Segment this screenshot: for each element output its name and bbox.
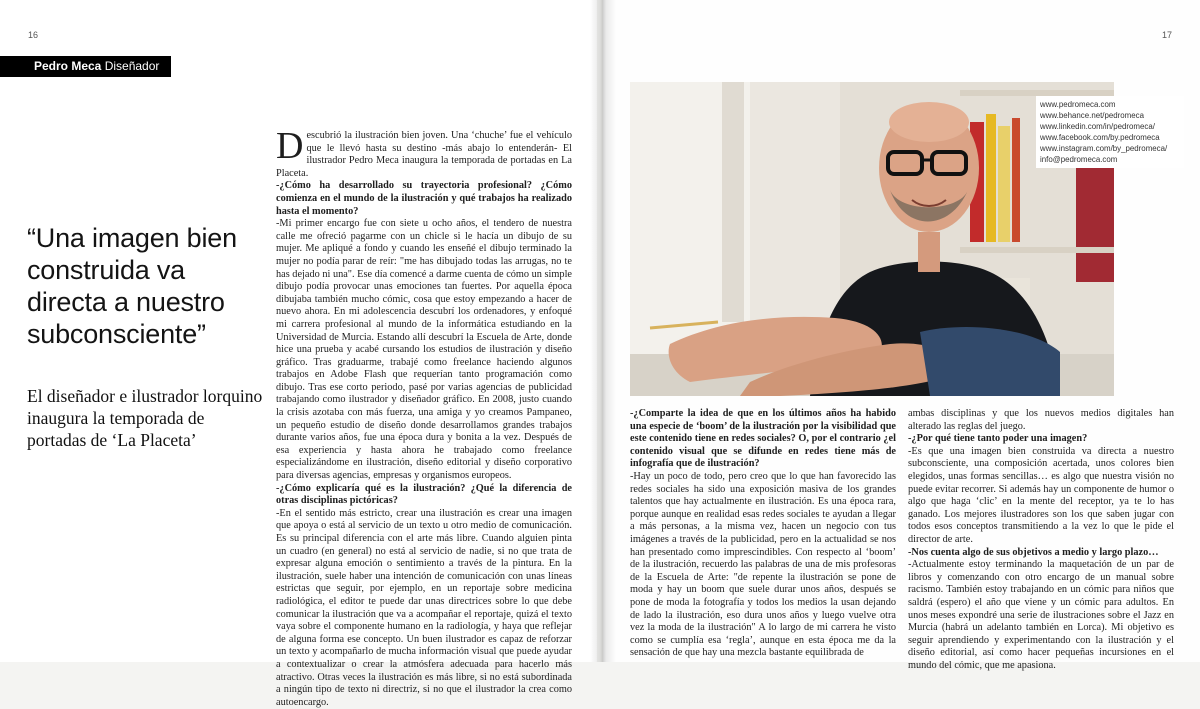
subheadline: El diseñador e ilustrador lorquino inaugura la temporada de portadas de ‘La Placeta’ [27,386,263,450]
article-column-3 [908,408,1174,672]
question-1: -¿Cómo ha desarrollado su trayectoria profesional? ¿Cómo comienza en el mundo de la ilustración y qué trabajos ha realizado hasta el momento? [276,180,572,217]
article-intro: escubrió la ilustración bien joven. Una ‘chuche’ fue el vehículo que le llevó hasta su destino -más abajo lo entenderán- El ilustrador Pedro Meca inaugura la temporada de portadas en La Placeta. [276,130,572,179]
left-page [0,0,597,708]
page-number-right: 17 [1161,30,1172,40]
website-link[interactable]: www.pedromeca.com [1040,100,1116,109]
question-5: -Nos cuenta algo de sus objetivos a medio y largo plazo… [908,546,1159,558]
answer-1: -Mi primer encargo fue con siete u ocho años, el tendero de nuestra calle me ofreció pagarme con un chicle si le hacía un dibujo de su mujer. Me apliqué a fondo y cuando les enseñé el dibujo terminado la mujer no podía parar de reír: "me has dibujado todas las arrugas, no te has dejado ni una". Ese día comencé a darme cuenta de cómo un simple dibujo podía provocar unas emociones tan fuertes. Por aquella época dibujaba también mucho cómic, cosa que estoy empezando a hacer de nuevo ahora. En mi adolescencia descubrí los ordenadores, y enfoqué mi carrera profesional al mundo de la informática estudiando en la Universidad de Murcia. Estando allí descubrí la Escuela de Arte, donde hice una prueba y acabé cursando los estudios de ilustración y diseño gráfico. Tras graduarme, trabajé como freelance haciendo algunos trabajos en Adobe Flash que requerían tanto programación como dibujo. Tras ese corto periodo, pasé por varias agencias de publicidad trabajando como ilustrador y diseñador gráfico. En 2008, justo cuando la crisis azotaba con más fuerza, una amiga y yo creamos Pampaneo, un pequeño estudio de diseño donde desarrollamos grandes trabajos durante varios años, fue una época dura y bonita a la vez. Después de esa experiencia y hasta ahora he trabajado como freelance especializándome en ilustración, diseño editorial y diseño corporativo para diversas agencias, empresas y organismos europeos. [276,218,572,482]
pull-quote: “Una imagen bien construida va directa a nuestro subconsciente” [27,223,237,349]
article-column-1 [276,125,572,709]
page-gutter [590,0,616,662]
answer-2: -En el sentido más estricto, crear una ilustración es crear una imagen que apoya o está al servicio de un texto u otro medio de comunicación. Es su principal diferencia con el arte más libre. Cuando alguien pinta un cuadro (en general) no está al servicio de nadie, si no que trata de expresar alguna emoción o sentimiento a través de la pintura. En la ilustración, suele haber una intención de comunicación con unas líneas estrictas que seguir, por ejemplo, en un reportaje sobre medicina radiológica, el editor te puede dar unas directrices sobre lo que debe comunicar la ilustración que va a acompañar el reportaje, quizá el texto vaya sobre el componente humano en la radiología, y haya que reflejar de alguna forma ese concepto. Un buen ilustrador es capaz de reforzar un texto y acompañarlo de mucha información visual que puede ayudar a contextualizar o crear la atmósfera adecuada para hacerlo más atractivo. Otras veces la ilustración es más libre, si no está subordinada a ningún tipo de texto ni directriz, si no que el ilustrador la crea como autoencargo. [276,507,572,708]
question-3: -¿Comparte la idea de que en los últimos años ha habido una especie de ‘boom’ de la ilustración por la visibilidad que este contenido tiene en redes sociales? O, por el contrario ¿el contenido visual que se difunde en redes tiene más de infografía que de ilustración? [630,408,896,470]
question-4: -¿Por qué tiene tanto poder una imagen? [908,433,1088,445]
linkedin-link[interactable]: www.linkedin.com/in/pedromeca/ [1040,122,1155,131]
answer-3: -Hay un poco de todo, pero creo que lo que han favorecido las redes sociales ha sido una exposición masiva de los grandes talentos que hay actualmente en ilustración. Es una época rara, porque aunque en realidad esas redes sociales te ayudan a llegar a más personas, a la misma vez, hacen un negocio con tus imágenes a través de la publicidad, pero en la actualidad se nos han presentado como imprescindibles. Con respecto al ‘boom’ de la ilustración, recuerdo las palabras de una de mis profesoras de la Escuela de Arte: "de repente la ilustración se pone de moda y hay un boom que suele durar unos años, después se pone de moda la fotografía y todos los medios la usan dejando de lado la ilustración, eso dura unos años y luego vuelve otra vez la moda de la ilustración" A lo largo de mi carrera he visto como se cumplía esa ‘regla’, aunque en esta época me da la sensación de que hay una mezcla bastante equilibrada de [630,470,896,659]
answer-5: -Actualmente estoy terminando la maquetación de un par de libros y comenzando con otro encargo de un manual sobre racismo. También estoy trabajando en un cómic para niños que saldrá (espero) el año que viene y un cómic para adultos. En unos meses expondré una serie de ilustraciones sobre el Jazz en Murcia (habrá un adelanto también en Lorca). Mi objetivo es seguir aprendiendo y experimentando con la ilustración y el diseño editorial, así como hacer pequeñas incursiones en el mundo del cómic, que me apasiona. [908,559,1174,671]
drop-cap: D [276,125,304,167]
question-2: -¿Cómo explicaría qué es la ilustración? ¿Qué la diferencia de otras disciplinas pictóricas? [276,482,572,507]
author-tab [0,56,171,77]
answer-4: -Es que una imagen bien construida va directa a nuestro subconsciente, una composición acertada, unos colores bien elegidos, unas formas sencillas… es algo que nuestra visión no puede evitar recorrer. Si además hay un componente de humor o algo que haga ‘clic’ en la mente del receptor, ya te lo has ganado. Los mejores ilustradores son los que saben jugar con todos esos conceptos transmitiendo a la vez lo que le pide el director de arte. [908,445,1174,545]
page-number-left: 16 [28,30,39,40]
contact-links-box [1036,96,1184,168]
behance-link[interactable]: www.behance.net/pedromeca [1040,111,1144,120]
author-role: Diseñador [101,59,160,73]
facebook-link[interactable]: www.facebook.com/by.pedromeca [1040,133,1160,142]
instagram-link[interactable]: www.instagram.com/by_pedromeca/ [1040,144,1168,153]
article-column-2 [630,408,896,660]
email-link[interactable]: info@pedromeca.com [1040,155,1118,164]
answer-3-continued: ambas disciplinas y que los nuevos medios digitales han alterado las reglas del juego. [908,408,1174,432]
author-name: Pedro Meca [34,59,102,73]
